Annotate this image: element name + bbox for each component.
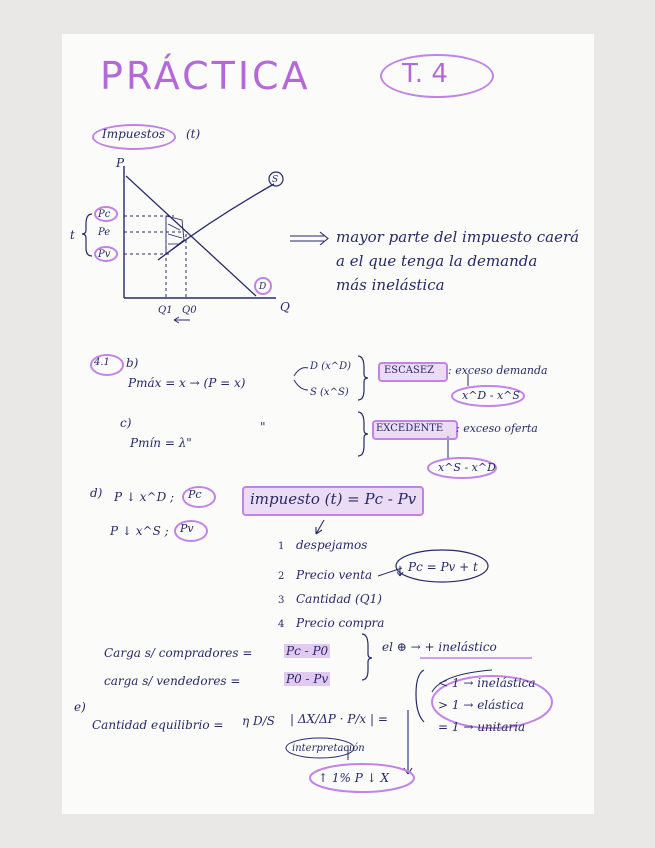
label-q0: Q0 [182,305,197,316]
part-b-equation: Pmáx = x → (P = x) [128,376,246,390]
part-d-line-2: P ↓ x^S ; [110,524,169,538]
part-b-d-branch: D (x^D) [310,361,352,372]
part-c-letter: c) [120,416,132,430]
part-b-letter: b) [126,356,139,370]
part-c-equation: Pmín = λ" [130,436,192,450]
axis-label-p: P [116,156,125,170]
label-pc: Pc [98,209,111,220]
carga-compradores-expr: Pc - P0 [286,644,329,658]
carga-vendedores-expr: P0 - Pv [286,672,329,686]
impuesto-formula: impuesto (t) = Pc - Pv [250,490,417,508]
step-num-3: 3 [278,595,285,606]
label-d: D [259,282,267,292]
escasez-formula: x^D - x^S [462,389,520,402]
label-pv: Pv [98,249,111,260]
case-inelastic: < 1 → inelástica [438,676,536,690]
label-q1: Q1 [158,305,173,316]
section-number: 4.1 [94,357,110,368]
case-unitary: = 1 → unitaria [438,720,526,734]
axis-label-q: Q [280,300,290,314]
notebook-page [62,34,594,814]
part-e-label: Cantidad equilibrio = [92,718,224,732]
interpretation-label: interpretación [292,743,365,754]
part-d-letter: d) [90,486,103,500]
carga-vendedores-label: carga s/ vendedores = [104,674,241,688]
case-elastic: > 1 → elástica [438,698,524,712]
impuestos-tag-t: (t) [186,127,201,141]
interpretation-result: ↑ 1% P ↓ X [318,771,390,785]
conclusion-line-1: mayor parte del impuesto caerá [336,228,580,246]
label-pe: Pe [98,227,111,238]
label-s: S [272,175,279,185]
page-title: PRÁCTICA [100,54,311,98]
conclusion-line-3: más inelástica [336,276,445,294]
step-num-4: 4 [278,619,285,630]
carga-compradores-label: Carga s/ compradores = [104,646,253,660]
pc-equation: Pc = Pv + t [408,560,478,574]
elasticity-expr: | ΔX/ΔP · P/x | = [290,712,388,726]
step-1: despejamos [296,538,368,552]
part-d-pc: Pc [188,488,202,501]
topic-label: T. 4 [402,59,448,89]
impuestos-tag: Impuestos [102,127,165,141]
excedente-desc: : exceso oferta [456,422,538,435]
step-4: Precio compra [296,616,385,630]
elasticity-symbol: η D/S [242,714,275,728]
excedente-formula: x^S - x^D [438,461,496,474]
label-t: t [70,228,75,242]
step-3: Cantidad (Q1) [296,592,382,606]
excedente-label: EXCEDENTE [376,423,444,434]
carga-result: el ⊕ → + inelástico [382,640,497,654]
escasez-label: ESCASEZ [384,365,435,376]
step-2: Precio venta [296,568,373,582]
part-d-pv: Pv [180,522,194,535]
part-b-s-branch: S (x^S) [310,387,349,398]
part-c-ditto: " [260,420,266,434]
step-num-2: 2 [278,571,285,582]
step-num-1: 1 [278,541,285,552]
part-d-line-1: P ↓ x^D ; [114,490,175,504]
escasez-desc: : exceso demanda [448,364,548,377]
conclusion-line-2: a el que tenga la demanda [336,252,538,270]
part-e-letter: e) [74,700,86,714]
